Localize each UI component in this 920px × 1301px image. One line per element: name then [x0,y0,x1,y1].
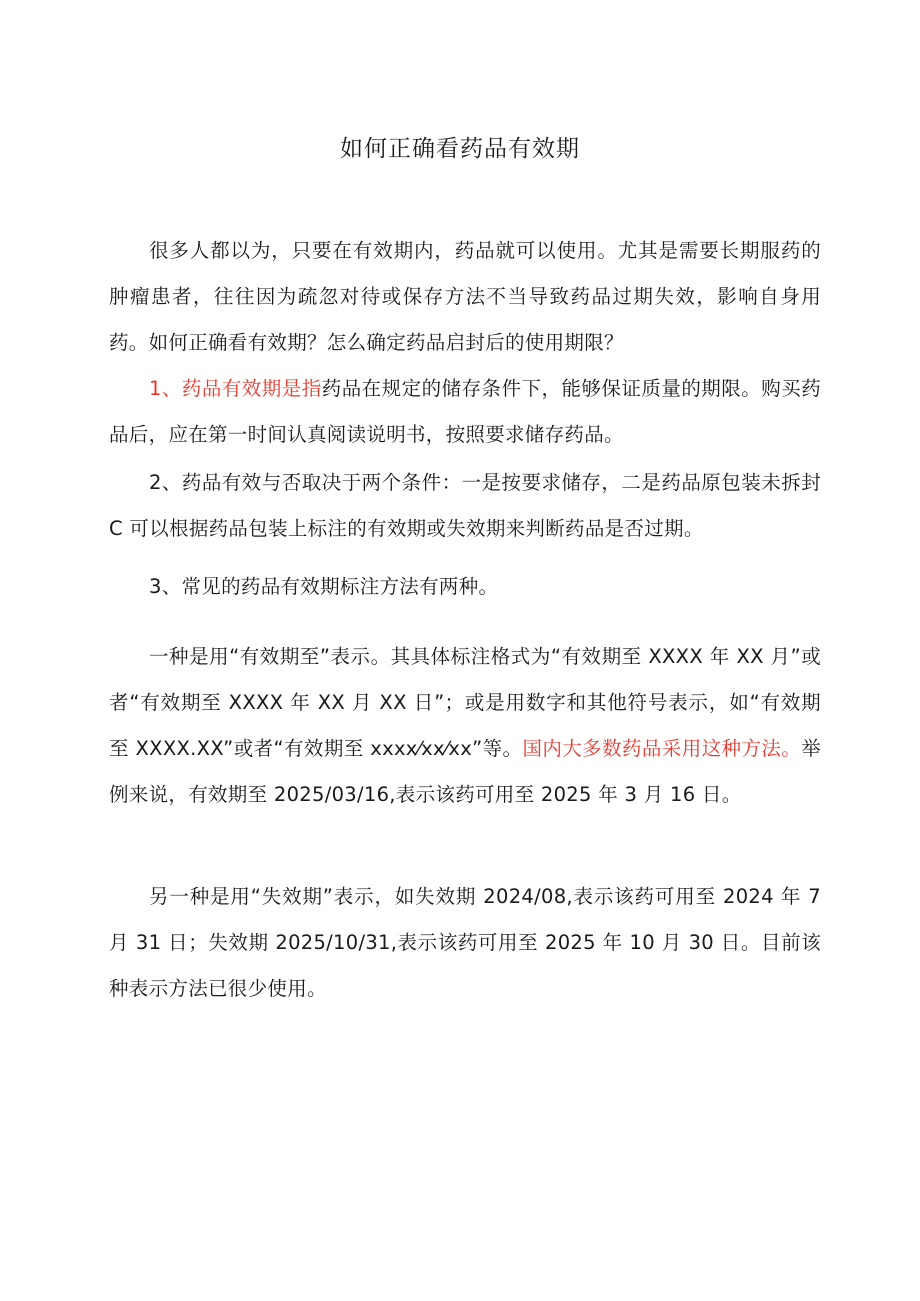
method-1-paragraph [109,634,821,818]
point-1-text: 药品在规定的储存条件下，能够保证质量的期限。购买药品后，应在第一时间认真阅读说明书，按照要求储存药品。 [109,377,821,446]
point-1-paragraph [109,366,821,458]
point-2-paragraph: 2、药品有效与否取决于两个条件：一是按要求储存，二是药品原包装未拆封 C 可以根据药品包装上标注的有效期或失效期来判断药品是否过期。 [109,471,821,540]
method-1-example: 举例来说，有效期至 2025/03/16,表示该药可用至 2025 年 3 月 16 日。 [109,737,821,806]
method-1-highlight: 国内大多数药品采用这种方法。 [522,737,802,760]
point-1-highlight: 1、药品有效期是指 [149,377,322,400]
method-1-text: 一种是用“有效期至”表示。其具体标注格式为“有效期至 XXXX 年 XX 月”或者“有效期至 XXXX 年 XX 月 XX 日”；或是用数字和其他符号表示，如“有效期至 XXXX.XX”或者“有效期至 xxxx⁄xx⁄xx”等。 [109,645,821,760]
intro-paragraph: 很多人都以为，只要在有效期内，药品就可以使用。尤其是需要长期服药的肿瘤患者，往往因为疏忽对待或保存方法不当导致药品过期失效，影响自身用药。如何正确看有效期？怎么确定药品启封后的使用期限？ [109,239,821,354]
document-title: 如何正确看药品有效期 [340,136,580,162]
method-2-paragraph: 另一种是用“失效期”表示，如失效期 2024/08,表示该药可用至 2024 年 7 月 31 日；失效期 2025/10/31,表示该药可用至 2025 年 10 月 30 日。目前该种表示方法已很少使用。 [109,885,821,1000]
point-3-paragraph: 3、常见的药品有效期标注方法有两种。 [149,575,499,598]
